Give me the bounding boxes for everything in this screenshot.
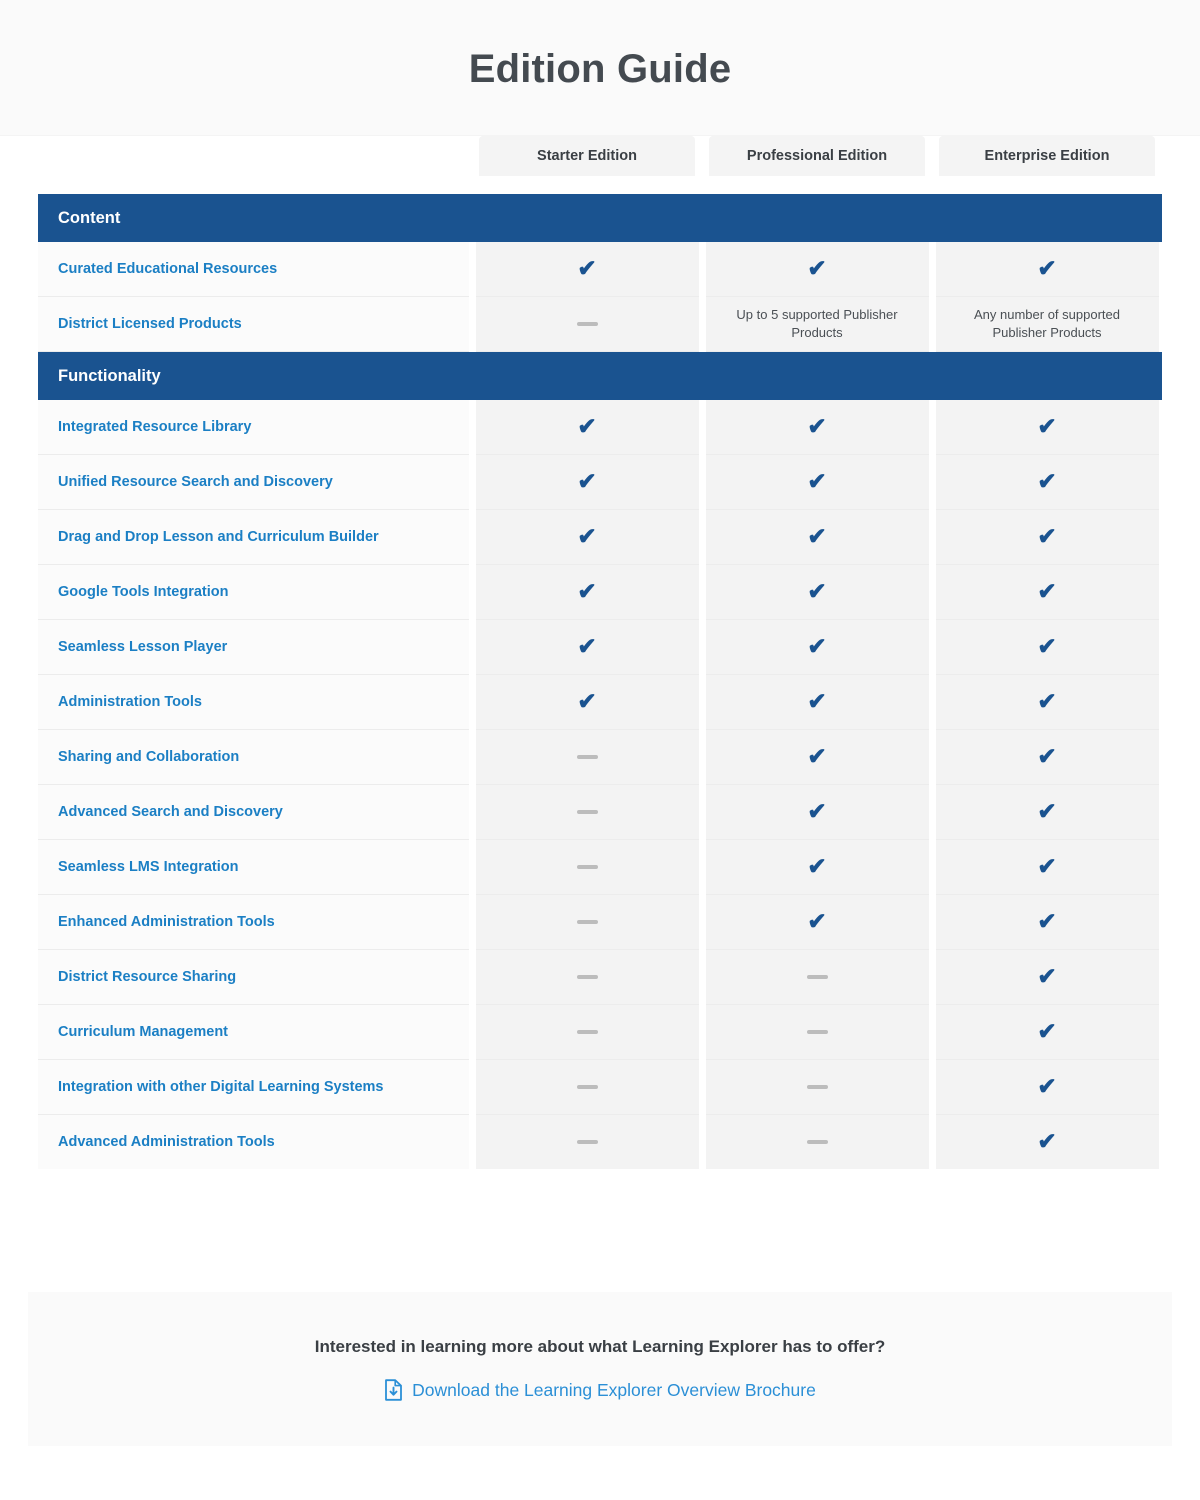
dash-icon-cell [702, 1115, 932, 1170]
dash-icon-cell [472, 950, 702, 1005]
check-icon: ✔ [1037, 908, 1057, 935]
table-row [38, 565, 1162, 620]
footer-cta-panel [28, 1292, 1172, 1446]
check-icon: ✔ [1037, 578, 1057, 605]
check-icon-cell [702, 895, 932, 950]
check-icon-cell [932, 1060, 1162, 1115]
check-icon-cell [472, 455, 702, 510]
check-icon-cell [472, 675, 702, 730]
check-icon: ✔ [1037, 1073, 1057, 1100]
feature-label[interactable]: Integrated Resource Library [38, 400, 472, 455]
check-icon-cell [472, 400, 702, 455]
dash-icon-cell [472, 1115, 702, 1170]
check-icon: ✔ [1037, 1128, 1057, 1155]
check-icon-cell [932, 785, 1162, 840]
plan-column-header-label: Enterprise Edition [939, 136, 1155, 176]
table-row [38, 730, 1162, 785]
check-icon-cell [932, 730, 1162, 785]
dash-icon-cell [472, 730, 702, 785]
footer-question-text: Interested in learning more about what Learning Explorer has to offer? [314, 1337, 886, 1356]
check-icon-cell [702, 455, 932, 510]
feature-label[interactable]: Sharing and Collaboration [38, 730, 472, 785]
feature-label[interactable]: Curated Educational Resources [38, 242, 472, 297]
check-icon: ✔ [577, 468, 597, 495]
section-title: Functionality [58, 367, 161, 386]
download-file-icon [384, 1379, 403, 1401]
feature-label[interactable]: Advanced Search and Discovery [38, 785, 472, 840]
dash-icon [577, 1140, 598, 1144]
table-row [38, 297, 1162, 352]
check-icon-cell [932, 895, 1162, 950]
check-icon-cell [932, 675, 1162, 730]
check-icon: ✔ [1037, 255, 1057, 282]
dash-icon [807, 1140, 828, 1144]
check-icon-cell [472, 565, 702, 620]
check-icon-cell [702, 730, 932, 785]
plan-column-header-label: Starter Edition [479, 136, 695, 176]
dash-icon [577, 865, 598, 869]
dash-icon-cell [472, 1005, 702, 1060]
page-header [0, 0, 1200, 136]
check-icon: ✔ [807, 413, 827, 440]
page-title: Edition Guide [468, 47, 732, 91]
dash-icon [577, 755, 598, 759]
feature-label[interactable]: Enhanced Administration Tools [38, 895, 472, 950]
dash-icon [577, 920, 598, 924]
value-text-cell [932, 297, 1162, 352]
check-icon-cell [932, 400, 1162, 455]
table-row [38, 785, 1162, 840]
check-icon: ✔ [577, 688, 597, 715]
check-icon-cell [702, 840, 932, 895]
feature-label[interactable]: Drag and Drop Lesson and Curriculum Builder [38, 510, 472, 565]
check-icon-cell [702, 620, 932, 675]
check-icon: ✔ [1037, 743, 1057, 770]
check-icon-cell [702, 785, 932, 840]
table-row [38, 455, 1162, 510]
check-icon: ✔ [807, 798, 827, 825]
dash-icon [577, 322, 598, 326]
feature-label[interactable]: Integration with other Digital Learning Systems [38, 1060, 472, 1115]
check-icon-cell [702, 510, 932, 565]
check-icon-cell [702, 242, 932, 297]
check-icon-cell [472, 510, 702, 565]
check-icon: ✔ [807, 853, 827, 880]
check-icon: ✔ [807, 578, 827, 605]
check-icon: ✔ [1037, 963, 1057, 990]
download-brochure-label: Download the Learning Explorer Overview Brochure [412, 1379, 816, 1400]
download-brochure-link[interactable] [384, 1379, 816, 1401]
dash-icon-cell [472, 1060, 702, 1115]
dash-icon [807, 1030, 828, 1034]
check-icon: ✔ [1037, 1018, 1057, 1045]
check-icon-cell [702, 565, 932, 620]
dash-icon-cell [472, 895, 702, 950]
edition-comparison-table [38, 136, 1166, 1169]
check-icon-cell [932, 455, 1162, 510]
dash-icon-cell [472, 297, 702, 352]
check-icon: ✔ [1037, 523, 1057, 550]
dash-icon [577, 1030, 598, 1034]
section-header-row [38, 194, 1162, 242]
check-icon: ✔ [1037, 798, 1057, 825]
check-icon-cell [472, 620, 702, 675]
check-icon: ✔ [1037, 853, 1057, 880]
check-icon: ✔ [807, 523, 827, 550]
feature-label[interactable]: District Licensed Products [38, 297, 472, 352]
feature-label[interactable]: District Resource Sharing [38, 950, 472, 1005]
check-icon-cell [932, 1005, 1162, 1060]
header-label-spacer [38, 136, 472, 176]
dash-icon-cell [702, 1005, 932, 1060]
dash-icon [577, 1085, 598, 1089]
check-icon: ✔ [807, 908, 827, 935]
table-row [38, 950, 1162, 1005]
check-icon: ✔ [1037, 468, 1057, 495]
table-row [38, 840, 1162, 895]
check-icon: ✔ [807, 743, 827, 770]
section-header-row [38, 352, 1162, 401]
table-row [38, 1060, 1162, 1115]
check-icon-cell [932, 950, 1162, 1005]
section-header-cell [38, 352, 1162, 401]
check-icon-cell [932, 242, 1162, 297]
feature-label[interactable]: Administration Tools [38, 675, 472, 730]
check-icon: ✔ [1037, 688, 1057, 715]
dash-icon [577, 810, 598, 814]
check-icon-cell [472, 242, 702, 297]
feature-label[interactable]: Unified Resource Search and Discovery [38, 455, 472, 510]
table-row [38, 510, 1162, 565]
table-row [38, 620, 1162, 675]
value-text: Any number of supported Publisher Products [974, 306, 1120, 341]
dash-icon [807, 975, 828, 979]
dash-icon-cell [702, 1060, 932, 1115]
check-icon-cell [932, 1115, 1162, 1170]
check-icon: ✔ [1037, 413, 1057, 440]
dash-icon-cell [702, 950, 932, 1005]
feature-label[interactable]: Advanced Administration Tools [38, 1115, 472, 1170]
check-icon-cell [932, 510, 1162, 565]
feature-label[interactable]: Seamless Lesson Player [38, 620, 472, 675]
section-title: Content [58, 209, 121, 227]
dash-icon-cell [472, 840, 702, 895]
plan-column-header-label: Professional Edition [709, 136, 925, 176]
table-row [38, 400, 1162, 455]
check-icon: ✔ [577, 633, 597, 660]
check-icon: ✔ [577, 255, 597, 282]
table-row [38, 675, 1162, 730]
feature-label[interactable]: Curriculum Management [38, 1005, 472, 1060]
check-icon: ✔ [1037, 633, 1057, 660]
table-row [38, 895, 1162, 950]
plan-column-header [702, 136, 932, 176]
check-icon: ✔ [807, 688, 827, 715]
table-row [38, 1115, 1162, 1170]
check-icon: ✔ [577, 413, 597, 440]
check-icon: ✔ [807, 255, 827, 282]
table-row [38, 242, 1162, 297]
value-text-cell [702, 297, 932, 352]
feature-label[interactable]: Google Tools Integration [38, 565, 472, 620]
table-row [38, 1005, 1162, 1060]
check-icon-cell [932, 840, 1162, 895]
dash-icon [807, 1085, 828, 1089]
feature-label[interactable]: Seamless LMS Integration [38, 840, 472, 895]
plan-column-header [932, 136, 1162, 176]
dash-icon [577, 975, 598, 979]
check-icon-cell [702, 675, 932, 730]
check-icon-cell [702, 400, 932, 455]
comparison-table-wrapper [0, 136, 1200, 1169]
check-icon-cell [932, 620, 1162, 675]
check-icon: ✔ [577, 523, 597, 550]
value-text: Up to 5 supported Publisher Products [736, 306, 898, 341]
table-header-row [38, 136, 1162, 176]
check-icon: ✔ [807, 468, 827, 495]
plan-column-header [472, 136, 702, 176]
header-gap-row [38, 176, 1162, 194]
section-header-cell [38, 194, 1162, 242]
check-icon-cell [932, 565, 1162, 620]
dash-icon-cell [472, 785, 702, 840]
check-icon: ✔ [807, 633, 827, 660]
check-icon: ✔ [577, 578, 597, 605]
